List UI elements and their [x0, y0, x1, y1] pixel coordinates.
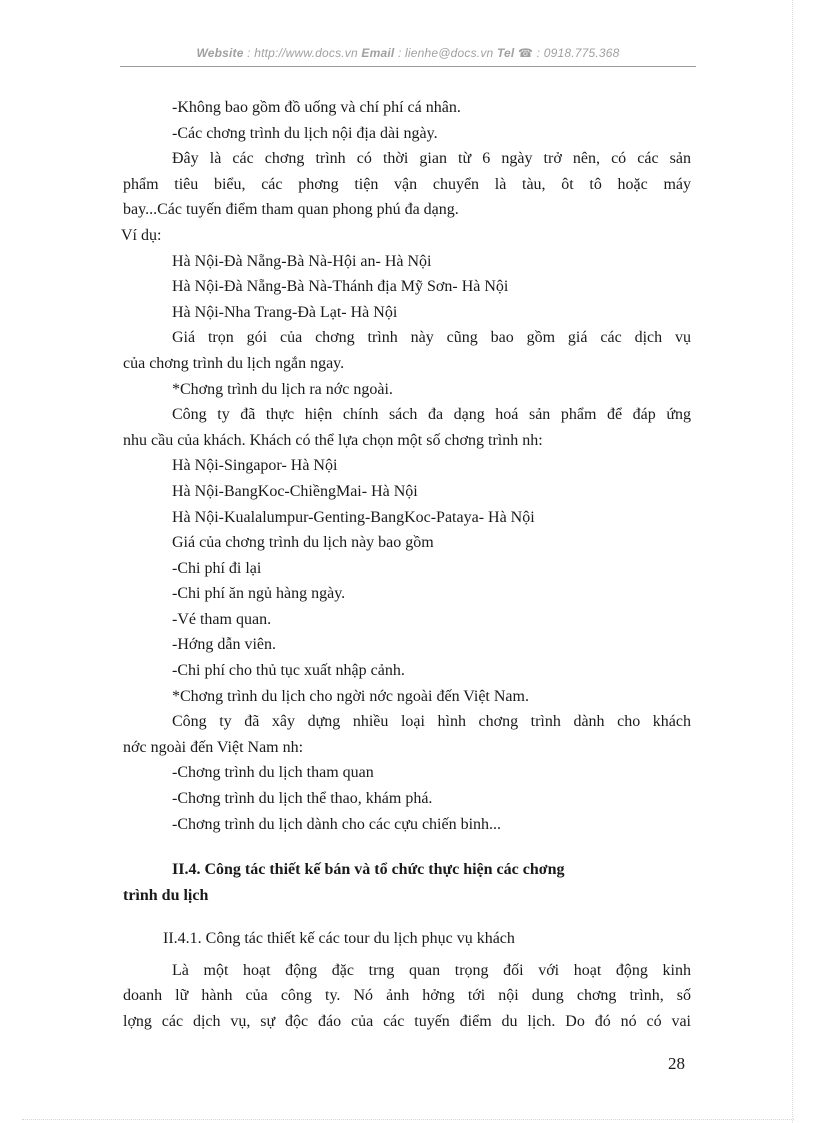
body-line: -Chi phí ăn ngủ hàng ngày.	[172, 585, 346, 603]
section-heading: II.4. Công tác thiết kế bán và tổ chức thực hiện các chơng	[172, 861, 565, 879]
body-line: *Chơng trình du lịch cho ngời nớc ngoài đến Việt Nam.	[172, 687, 529, 705]
section-heading-cont: trình du lịch	[123, 887, 209, 905]
body-line: Công ty đã thực hiện chính sách đa dạng hoá sản phẩm để đáp ứng	[172, 406, 691, 424]
body-line: lợng các dịch vụ, sự độc đáo của các tuyến điểm du lịch. Do đó nó có vai	[123, 1013, 691, 1030]
body-line: -Hớng dẫn viên.	[172, 636, 276, 654]
body-line: Hà Nội-Kualalumpur-Genting-BangKoc-Pataya- Hà Nội	[172, 508, 535, 526]
body-line: bay...Các tuyến điểm tham quan phong phú đa dạng.	[123, 201, 459, 219]
body-line: nhu cầu của khách. Khách có thể lựa chọn một số chơng trình nh:	[123, 431, 543, 449]
body-line: -Chi phí cho thủ tục xuất nhập cảnh.	[172, 662, 405, 680]
page-header	[120, 46, 696, 60]
body-line: -Chơng trình du lịch tham quan	[172, 764, 374, 782]
body-line: doanh lữ hành của công ty. Nó ảnh hởng tới nội dung chơng trình, số	[123, 987, 691, 1005]
body-line: Hà Nội-Đà Nẵng-Bà Nà-Thánh địa Mỹ Sơn- Hà Nội	[172, 278, 509, 296]
body-line: -Chi phí đi lại	[172, 559, 262, 577]
body-line: *Chơng trình du lịch ra nớc ngoài.	[172, 380, 393, 398]
body-line: Hà Nội-BangKoc-ChiềngMai- Hà Nội	[172, 482, 418, 500]
body-line: -Chơng trình du lịch thể thao, khám phá.	[172, 790, 433, 808]
page-right-border	[792, 0, 793, 1123]
body-line: Hà Nội-Nha Trang-Đà Lạt- Hà Nội	[172, 303, 398, 321]
page-bottom-border	[22, 1119, 794, 1120]
body-line: Ví dụ:	[121, 226, 162, 244]
body-line: phẩm tiêu biểu, các phơng tiện vận chuyển là tàu, ôt tô hoặc máy	[123, 175, 691, 193]
body-line: -Chơng trình du lịch dành cho các cựu chiến binh...	[172, 815, 502, 833]
website-value: : http://www.docs.vn	[243, 46, 362, 60]
body-line: Là một hoạt động đặc trng quan trọng đối với hoạt động kinh	[172, 961, 691, 979]
page-number: 28	[668, 1054, 685, 1073]
body-line: Công ty đã xây dựng nhiều loại hình chơng trình dành cho khách	[172, 713, 691, 731]
email-value: : lienhe@docs.vn	[394, 46, 497, 60]
body-line: Giá trọn gói của chơng trình này cũng bao gồm giá các dịch vụ	[172, 329, 691, 347]
document-body	[123, 95, 691, 1035]
email-label: Email	[361, 46, 395, 60]
body-line: nớc ngoài đến Việt Nam nh:	[123, 738, 304, 756]
body-line: Hà Nội-Đà Nẵng-Bà Nà-Hội an- Hà Nội	[172, 252, 432, 270]
body-line: của chơng trình du lịch ngắn ngay.	[123, 354, 345, 372]
body-line: -Các chơng trình du lịch nội địa dài ngày.	[172, 124, 438, 142]
body-line: Giá của chơng trình du lịch này bao gồm	[172, 534, 434, 552]
tel-label: Tel	[496, 46, 515, 60]
website-label: Website	[196, 46, 244, 60]
body-line: Đây là các chơng trình có thời gian từ 6 ngày trở nên, có các sản	[172, 150, 691, 168]
body-line: Hà Nội-Singapor- Hà Nội	[172, 457, 338, 475]
header-rule	[120, 66, 696, 67]
body-line: -Vé tham quan.	[172, 610, 272, 628]
body-line: -Không bao gồm đồ uống và chí phí cá nhân.	[172, 99, 461, 116]
subsection-heading: II.4.1. Công tác thiết kế các tour du lịch phục vụ khách	[163, 930, 515, 948]
tel-value: ☎ : 0918.775.368	[514, 46, 620, 60]
